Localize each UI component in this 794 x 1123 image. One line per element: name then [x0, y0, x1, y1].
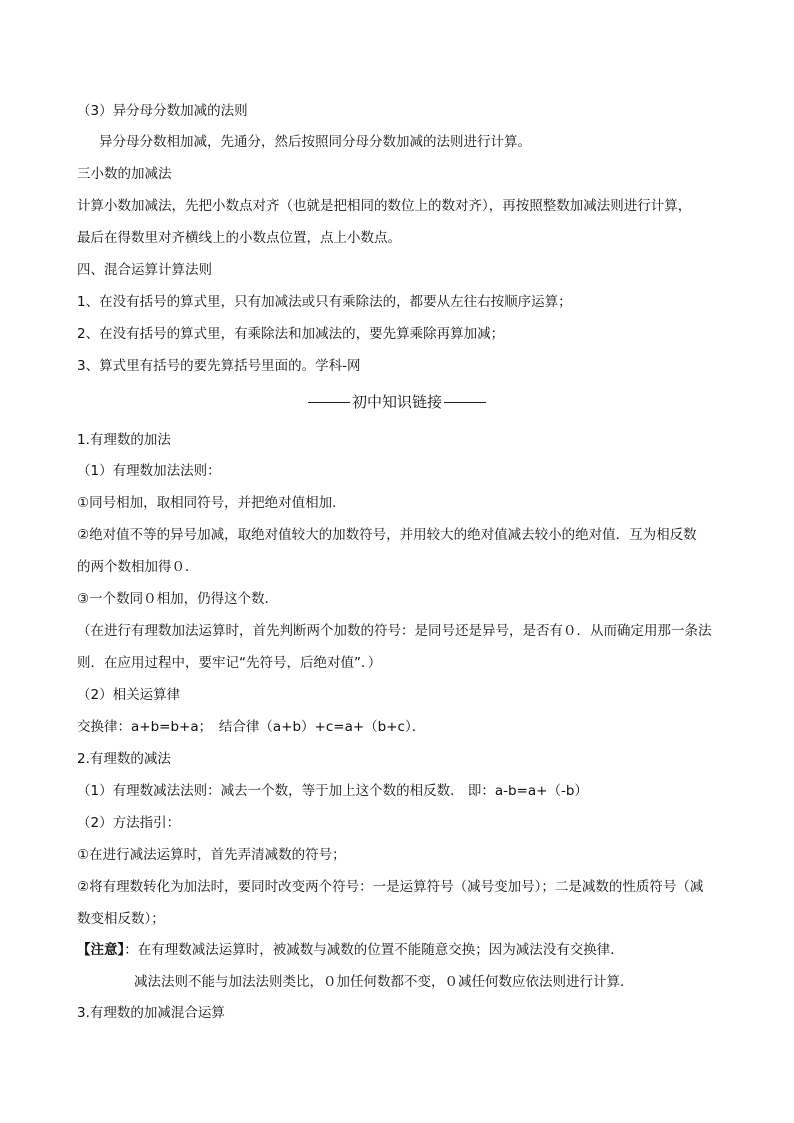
rule-item: 3、算式里有括号的要先算括号里面的。学科-网: [77, 358, 361, 374]
section-heading: 1.有理数的加法: [77, 432, 171, 448]
subheading-fraction-rule: （3）异分母分数加减的法则: [77, 103, 248, 119]
note-label: 【注意】: [77, 942, 125, 958]
paragraph: 计算小数加减法，先把小数点对齐（也就是把相同的数位上的数对齐），再按照整数加减法则进行计算，: [77, 198, 692, 214]
rule-item: 1、在没有括号的算式里，只有加减法或只有乘除法的，都要从左往右按顺序运算；: [77, 294, 572, 310]
section-heading: 3.有理数的加减混合运算: [77, 1005, 225, 1021]
note-text: ：在有理数减法运算时，被减数与减数的位置不能随意交换；因为减法没有交换律．: [124, 942, 624, 958]
paragraph: 减法法则不能与加法法则类比，０加任何数都不变，０减任何数应依法则进行计算．: [134, 974, 634, 990]
paragraph: 交换律：a+b=b+a； 结合律（a+b）+c=a+（b+c）．: [77, 719, 426, 735]
paragraph: ①在进行减法运算时，首先弄清减数的符号；: [77, 847, 346, 863]
paragraph: ②将有理数转化为加法时，要同时改变两个符号：一是运算符号（减号变加号）；二是减数的性质符号（减: [77, 879, 704, 895]
paragraph: 异分母分数相加减，先通分，然后按照同分母分数加减的法则进行计算。: [99, 134, 531, 150]
note-line: [77, 940, 624, 960]
paragraph: 则．在应用过程中，要牢记“先符号，后绝对值”．）: [77, 655, 382, 671]
section-heading: 2.有理数的减法: [77, 751, 171, 767]
divider-line-right: [444, 402, 486, 403]
paragraph: ③一个数同０相加，仍得这个数．: [77, 591, 279, 607]
rule-item: 2、在没有括号的算式里，有乘除法和加减法的，要先算乘除再算加减；: [77, 326, 505, 342]
section-heading-mixed: 四、混合运算计算法则: [77, 262, 212, 278]
paragraph: 的两个数相加得０．: [77, 559, 199, 575]
paragraph: 最后在得数里对齐横线上的小数点位置，点上小数点。: [77, 230, 401, 246]
paragraph: （在进行有理数加法运算时，首先判断两个加数的符号：是同号还是异号，是否有０．从而确定用那一条法: [77, 623, 712, 639]
divider-title: [0, 392, 794, 412]
subheading: （1）有理数加法法则：: [77, 463, 221, 479]
paragraph: ①同号相加，取相同符号，并把绝对值相加．: [77, 495, 346, 511]
subheading: （2）方法指引：: [77, 815, 181, 831]
divider-line-left: [308, 402, 350, 403]
subheading: （2）相关运算律: [77, 687, 181, 703]
paragraph: ②绝对值不等的异号加减，取绝对值较大的加数符号，并用较大的绝对值减去较小的绝对值．互为相反数: [77, 527, 697, 543]
paragraph: （1）有理数减法法则：减去一个数，等于加上这个数的相反数． 即：a-b=a+（-b）: [77, 783, 588, 799]
section-heading-decimals: 三小数的加减法: [77, 166, 172, 182]
divider-title-text: 初中知识链接: [351, 393, 442, 411]
paragraph: 数变相反数）；: [77, 911, 165, 927]
